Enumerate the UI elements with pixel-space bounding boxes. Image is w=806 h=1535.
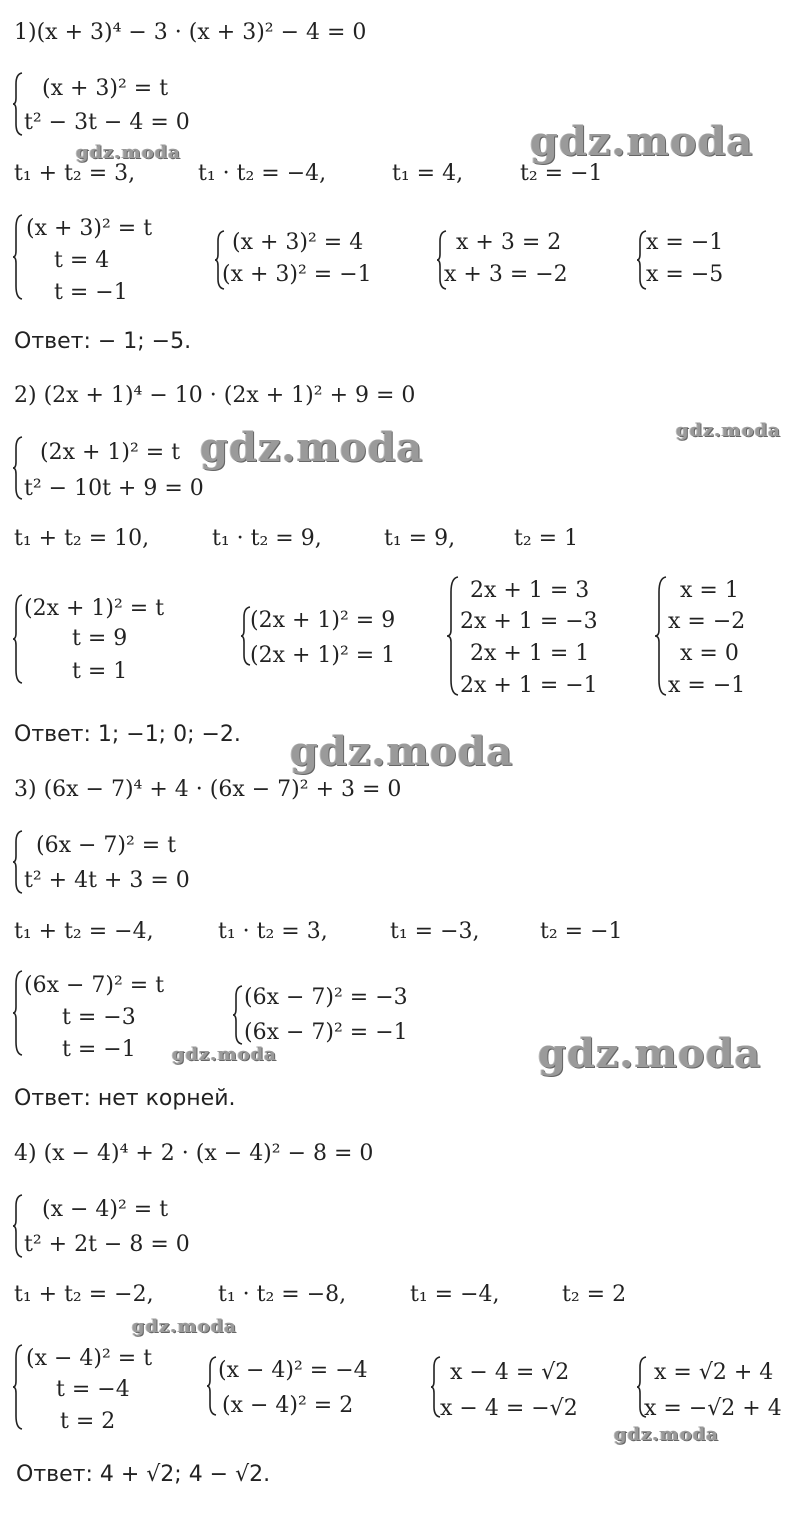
problem-3-system-2-line: (6x − 7)² = −1 (244, 1020, 408, 1045)
problem-3-system-2-line: (6x − 7)² = −3 (244, 985, 408, 1010)
problem-1-root-t2: t₂ = −1 (520, 161, 603, 186)
problem-3-system-1-line: (6x − 7)² = t (24, 973, 165, 998)
problem-2-system-4-line: x = −2 (668, 609, 746, 634)
problem-2-answer: Ответ: 1; −1; 0; −2. (14, 722, 241, 747)
watermark-logo: gdz.moda (290, 728, 514, 775)
problem-1-system-1-line: (x + 3)² = t (26, 216, 153, 241)
problem-1-quadratic: t² − 3t − 4 = 0 (24, 110, 190, 135)
problem-1-equation: 1)(x + 3)⁴ − 3 · (x + 3)² − 4 = 0 (14, 20, 367, 45)
problem-4-system-2-line: (x − 4)² = 2 (222, 1393, 354, 1418)
problem-1-system-3-line: x + 3 = −2 (444, 262, 568, 287)
problem-4-quadratic: t² + 2t − 8 = 0 (24, 1232, 190, 1257)
watermark-logo: gdz.moda (676, 420, 781, 441)
problem-3-quadratic: t² + 4t + 3 = 0 (24, 868, 190, 893)
problem-2-root-t1: t₁ = 9, (384, 526, 456, 551)
problem-4-system-4-line: x = −√2 + 4 (644, 1396, 782, 1421)
problem-2-system-1-line: (2x + 1)² = t (24, 596, 165, 621)
problem-2-root-t2: t₂ = 1 (514, 526, 579, 551)
problem-1-system-4-line: x = −5 (646, 262, 724, 287)
problem-1-answer: Ответ: − 1; −5. (14, 329, 192, 354)
problem-4-substitution: (x − 4)² = t (42, 1197, 169, 1222)
problem-2-system-3-line: 2x + 1 = −1 (460, 673, 598, 698)
problem-2-system-2-line: (2x + 1)² = 1 (250, 643, 396, 668)
problem-1-vieta-product: t₁ · t₂ = −4, (198, 161, 327, 186)
problem-3-equation: 3) (6x − 7)⁴ + 4 · (6x − 7)² + 3 = 0 (14, 777, 402, 802)
problem-2-system-4-line: x = 0 (680, 641, 739, 666)
problem-4-root-t2: t₂ = 2 (562, 1282, 627, 1307)
problem-2-system-3-line: 2x + 1 = 1 (470, 641, 590, 666)
watermark-logo: gdz.moda (76, 142, 181, 163)
watermark-logo: gdz.moda (132, 1316, 237, 1337)
problem-2-system-4-line: x = −1 (668, 673, 746, 698)
problem-4-answer: Ответ: 4 + √2; 4 − √2. (16, 1462, 271, 1487)
watermark-logo: gdz.moda (538, 1030, 762, 1077)
watermark-logo: gdz.moda (172, 1044, 277, 1065)
problem-3-system-1-line: t = −3 (62, 1005, 136, 1030)
problem-1-system-3-line: x + 3 = 2 (456, 230, 562, 255)
problem-1-system-1-line: t = −1 (54, 280, 128, 305)
problem-2-equation: 2) (2x + 1)⁴ − 10 · (2x + 1)² + 9 = 0 (14, 383, 416, 408)
problem-2-system-4-line: x = 1 (680, 578, 739, 603)
problem-2-substitution: (2x + 1)² = t (40, 440, 181, 465)
watermark-logo: gdz.moda (200, 424, 424, 471)
problem-3-system-1-line: t = −1 (62, 1037, 136, 1062)
problem-3-root-t1: t₁ = −3, (390, 919, 480, 944)
problem-4-equation: 4) (x − 4)⁴ + 2 · (x − 4)² − 8 = 0 (14, 1141, 374, 1166)
problem-2-system-2-line: (2x + 1)² = 9 (250, 608, 396, 633)
problem-2-system-3-line: 2x + 1 = −3 (460, 609, 598, 634)
problem-2-vieta-product: t₁ · t₂ = 9, (212, 526, 322, 551)
problem-2-system-3-line: 2x + 1 = 3 (470, 578, 590, 603)
problem-3-vieta-product: t₁ · t₂ = 3, (218, 919, 328, 944)
problem-1-system-2-line: (x + 3)² = 4 (232, 230, 364, 255)
problem-2-quadratic: t² − 10t + 9 = 0 (24, 476, 204, 501)
problem-4-system-1-line: (x − 4)² = t (26, 1346, 153, 1371)
problem-1-system-2-line: (x + 3)² = −1 (222, 262, 372, 287)
problem-3-root-t2: t₂ = −1 (540, 919, 623, 944)
problem-3-substitution: (6x − 7)² = t (36, 833, 177, 858)
watermark-logo: gdz.moda (530, 118, 754, 165)
problem-4-root-t1: t₁ = −4, (410, 1282, 500, 1307)
problem-4-vieta-product: t₁ · t₂ = −8, (218, 1282, 347, 1307)
watermark-logo: gdz.moda (614, 1424, 719, 1445)
problem-1-system-1-line: t = 4 (54, 248, 110, 273)
problem-2-system-1-line: t = 9 (72, 626, 128, 651)
problem-1-system-4-line: x = −1 (646, 230, 724, 255)
problem-4-vieta-sum: t₁ + t₂ = −2, (14, 1282, 154, 1307)
problem-3-answer: Ответ: нет корней. (14, 1086, 236, 1111)
problem-4-system-1-line: t = −4 (56, 1377, 130, 1402)
problem-1-root-t1: t₁ = 4, (392, 161, 464, 186)
problem-4-system-1-line: t = 2 (60, 1409, 116, 1434)
problem-2-system-1-line: t = 1 (72, 659, 128, 684)
problem-1-vieta-sum: t₁ + t₂ = 3, (14, 161, 136, 186)
problem-4-system-4-line: x = √2 + 4 (654, 1360, 774, 1385)
problem-1-substitution: (x + 3)² = t (42, 76, 169, 101)
problem-2-vieta-sum: t₁ + t₂ = 10, (14, 526, 150, 551)
problem-4-system-3-line: x − 4 = −√2 (440, 1396, 578, 1421)
problem-4-system-2-line: (x − 4)² = −4 (218, 1358, 368, 1383)
problem-3-vieta-sum: t₁ + t₂ = −4, (14, 919, 154, 944)
problem-4-system-3-line: x − 4 = √2 (450, 1360, 570, 1385)
